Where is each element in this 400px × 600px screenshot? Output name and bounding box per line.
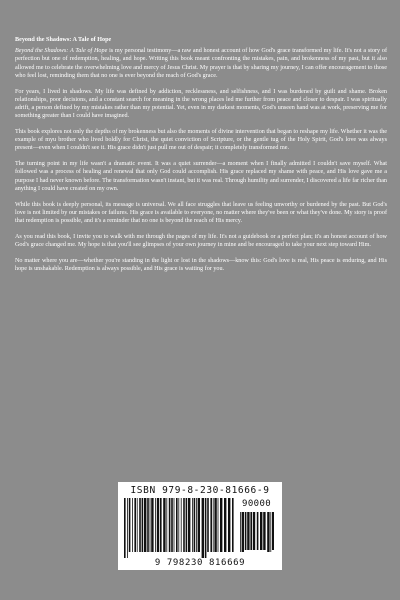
barcode-bar: [192, 498, 193, 552]
barcode-bar: [257, 512, 259, 550]
barcode-bar: [198, 498, 200, 552]
barcode-bar: [171, 498, 173, 552]
barcode-bar: [270, 512, 271, 552]
barcode-bar: [186, 498, 188, 552]
barcode-bar: [127, 498, 128, 558]
price-code: 90000: [242, 499, 272, 509]
barcode-bar: [176, 498, 178, 552]
barcode-bar: [174, 498, 175, 552]
price-barcode-bars: [240, 512, 274, 556]
barcode-bar: [218, 498, 219, 552]
barcode-bar: [183, 498, 185, 552]
blurb: [15, 36, 387, 281]
barcode-bar: [214, 498, 216, 552]
barcode-bar: [169, 498, 171, 552]
barcode-bar: [150, 498, 151, 552]
barcode-bar: [181, 498, 182, 552]
barcode-bar: [139, 498, 141, 552]
barcode-bar: [245, 512, 247, 550]
barcode-bar: [166, 498, 167, 552]
barcode-bar: [202, 498, 204, 558]
paragraph-6: As you read this book, I invite you to walk with me through the pages of my life. It's not a guidebook or a perfect plan; it's an honest account of how God's grace changed me. My hope is that you'll see glimpses of your own journey in mine and be encouraged to take your next step toward Him.: [15, 233, 387, 249]
barcode-bar: [228, 498, 230, 552]
barcode-bar: [142, 498, 144, 552]
paragraph-5: While this book is deeply personal, its message is universal. We all face struggles that leave us feeling unworthy or burdened by the past. But God's love is not limited by our mistakes or failures. His grace is available to everyone, no matter where they've been or what they've done. My story is proof that redemption is possible, and it's a reminder that no one is beyond the reach of His mercy.: [15, 201, 387, 225]
barcode-bar: [207, 498, 209, 552]
barcode-bar: [196, 498, 197, 552]
paragraph-4: The turning point in my life wasn't a dramatic event. It was a quiet surrender—a moment when I finally admitted I couldn't save myself. What followed was a process of healing and renewal that only God could accomplish. His grace replaced my shame with peace, and His love gave me a purpose I had never known before. The transformation wasn't instant, but it was real. Through humility and surrender, I discovered a life far richer than anything I could have created on my own.: [15, 161, 387, 192]
barcode-bar: [213, 498, 214, 552]
barcode-bar: [134, 498, 136, 552]
barcode-bar: [124, 498, 126, 558]
paragraph-7: No matter where you are—whether you're standing in the light or lost in the shadows—know this: God's love is real, His peace is enduring, and His hope is unshakable. Redemption is always possible, and His grace is waiting for you.: [15, 257, 387, 273]
paragraph-1-text: is my personal testimony—a raw and honest account of how God's grace transformed my life. It's not a story of perfection but one of redemption, healing, and hope. Writing this book meant confronting the mistakes, pain, and brokenness of my past, but it also allowed me to celebrate the overwhelming love and mercy of Jesus Christ. My prayer is that by sharing my journey, I can offer encouragement to those who feel lost, reminding them that no one is ever beyond the reach of God's grace.: [15, 48, 388, 79]
barcode-bar: [160, 498, 162, 552]
ean-digits: 9 798230 816669: [154, 558, 246, 568]
barcode-bar: [263, 512, 265, 550]
barcode-bar: [188, 498, 190, 552]
barcode-bar: [224, 498, 226, 552]
isbn-barcode: [118, 482, 282, 570]
barcode-bar: [194, 498, 196, 552]
barcode-bar: [132, 498, 133, 552]
book-title: Beyond the Shadows: A Tale of Hope: [15, 37, 112, 43]
book-title-italic: Beyond the Shadows: A Tale of Hope: [15, 48, 108, 55]
barcode-bars: [124, 498, 236, 558]
barcode-bar: [163, 498, 165, 552]
barcode-bar: [210, 498, 212, 552]
barcode-bar: [129, 498, 131, 552]
barcode-bar: [205, 498, 207, 558]
isbn-label: ISBN 979-8-230-81666-9: [130, 485, 270, 496]
barcode-bar: [151, 498, 153, 552]
barcode-bar: [240, 512, 241, 552]
barcode-bar: [178, 498, 179, 552]
barcode-bar: [267, 512, 269, 552]
barcode-bar: [253, 512, 255, 550]
barcode-bar: [137, 498, 138, 552]
barcode-bar: [232, 498, 234, 552]
barcode-bar: [157, 498, 159, 552]
barcode-bar: [242, 512, 244, 552]
paragraph-2: For years, I lived in shadows. My life was defined by addiction, recklessness, and selfishness, and I was burdened by guilt and shame. Broken relationships, poor decisions, and a constant search for meaning in the wrong places led me further from peace and closer to despair. I was spiritually adrift, a person defined by my mistakes rather than my potential. Yet, even in my darkest moments, God's unseen hand was at work, preserving me for something greater than I could have imagined.: [15, 88, 387, 120]
barcode-bar: [247, 512, 249, 550]
barcode-bar: [272, 512, 274, 550]
barcode-bar: [155, 498, 156, 552]
paragraph-1: [15, 47, 387, 80]
paragraph-3: This book explores not only the depths of my brokenness but also the moments of divine intervention that began to reshape my life. Whether it was the example of myu brother who lived boldly for Christ, the quiet conviction of Scripture, or the gentle tug of the Holy Spirit, God's love was always present—even when I couldn't see it. His grace didn't just pull me out of despair; it completely transformed me.: [15, 129, 387, 152]
barcode-bar: [144, 498, 146, 552]
barcode-bar: [250, 512, 252, 550]
barcode-bar: [147, 498, 149, 552]
barcode-bar: [220, 498, 222, 552]
barcode-bar: [260, 512, 262, 550]
